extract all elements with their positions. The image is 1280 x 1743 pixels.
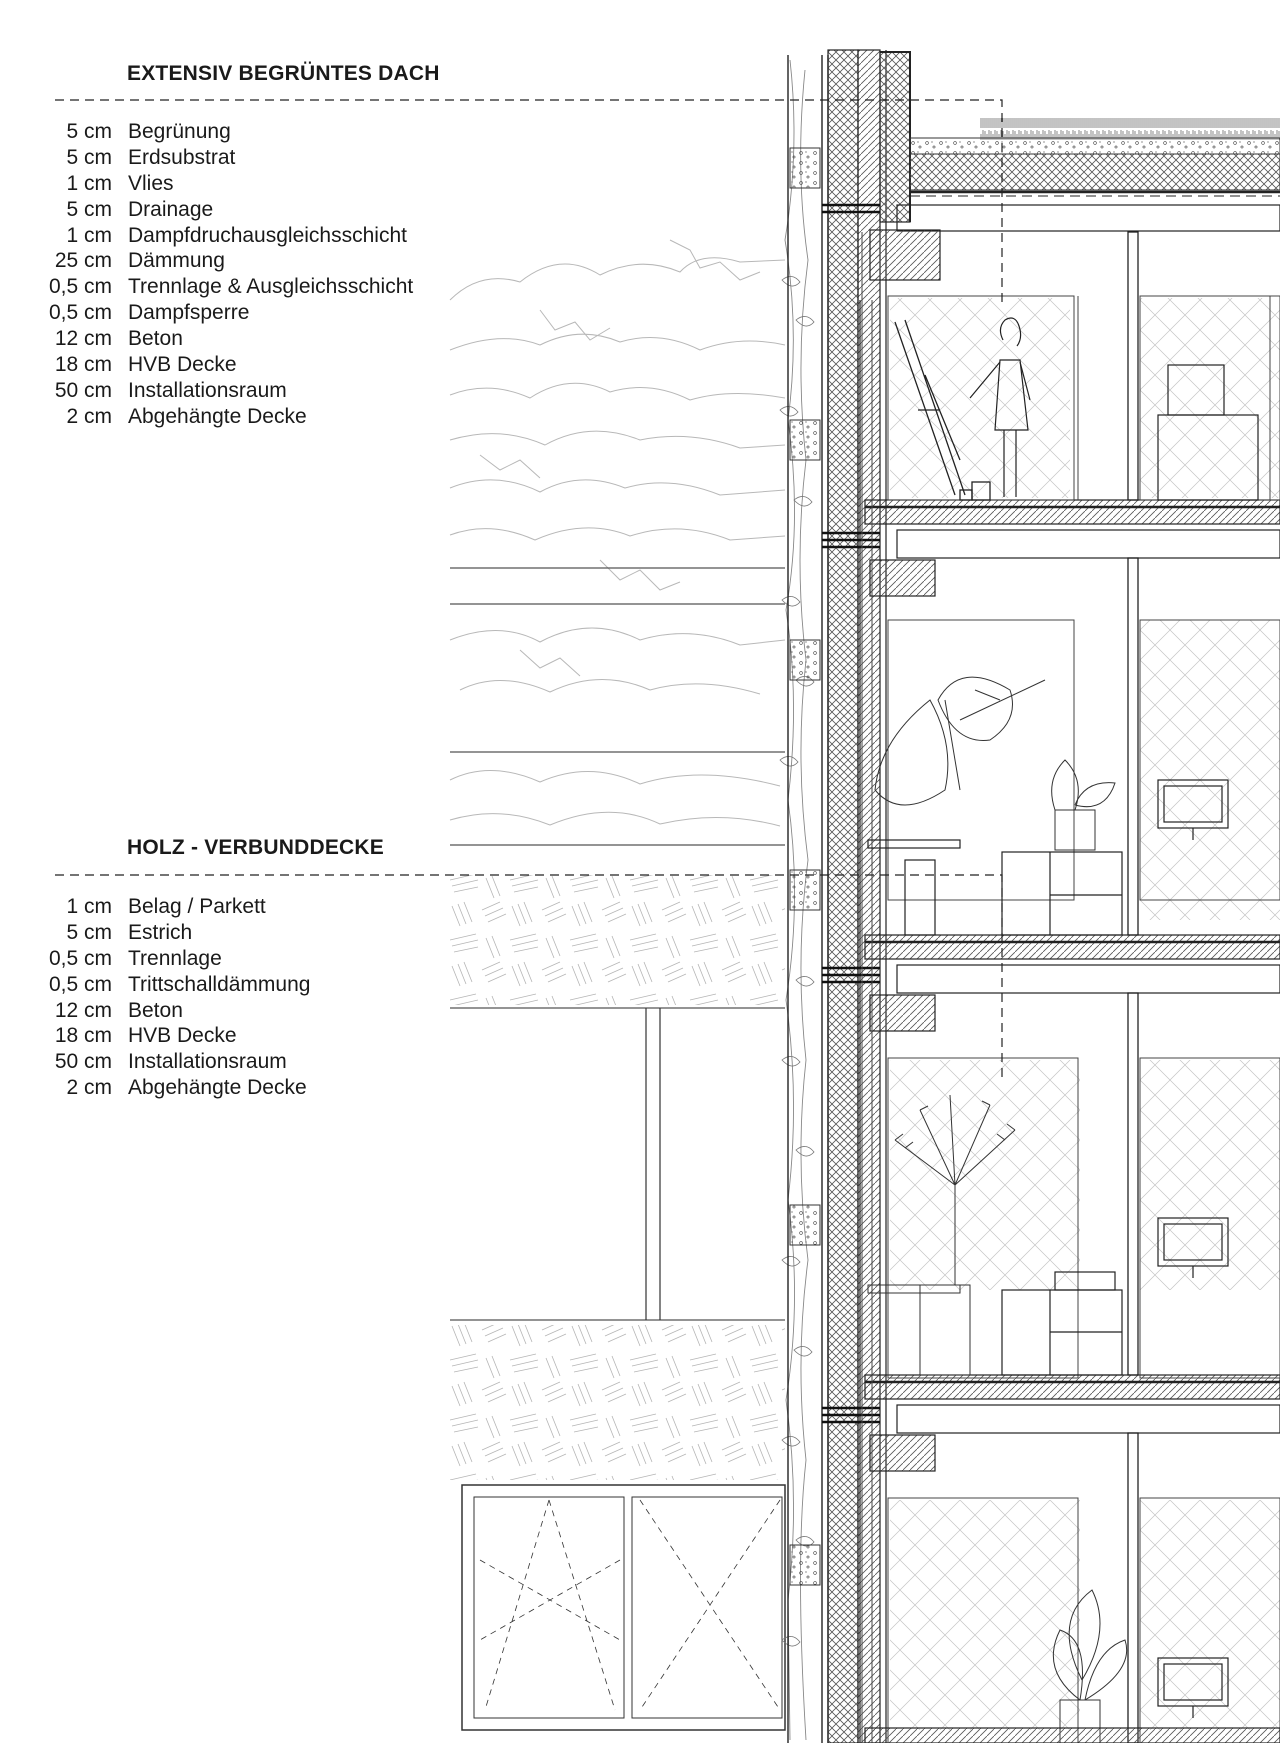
list-item: 12 cm Beton [54,998,183,1022]
facade-wall [828,50,858,1743]
list-item: 0,5 cm Trennlage & Ausgleichsschicht [48,275,414,299]
list-item: 2 cm Abgehängte Decke [66,404,307,428]
floor-slab-3 [822,1375,1280,1471]
list-item: 12 cm Beton [54,327,183,351]
list-item: 18 cm HVB Decke [54,1024,237,1048]
list-item: 25 cm Dämmung [54,249,225,273]
interior-columns [1128,232,1138,1743]
list-item: 50 cm Installationsraum [54,1050,287,1074]
list-item: 0,5 cm Dampfsperre [48,301,250,325]
list-item: 5 cm Drainage [66,197,214,221]
neighbor-window [462,1485,785,1730]
list-item: 2 cm Abgehängte Decke [66,1076,307,1100]
list-item: 18 cm HVB Decke [54,353,237,377]
sideboard [868,840,1122,935]
roof-section-title: EXTENSIV BEGRÜNTES DACH [127,62,440,85]
roof-buildup [870,52,1280,280]
neighbor-column [646,1008,660,1320]
large-plant [875,677,1115,850]
list-item: 5 cm Estrich [66,920,193,944]
floor-slab-1 [822,500,1280,596]
floor-slab-4-top [865,1728,1280,1743]
floor-slab-2 [822,935,1280,1031]
planter-boxes [790,148,820,1585]
floor-section-title: HOLZ - VERBUNDDECKE [127,836,384,859]
insulation-layer [858,50,880,1743]
list-item: 50 cm Installationsraum [54,378,287,402]
roof-layer-list [40,119,460,430]
list-item: 5 cm Begrünung [66,120,231,143]
list-item: 0,5 cm Trittschalldämmung [48,972,311,996]
list-item: 1 cm Belag / Parkett [66,895,266,918]
tree-canopy-sketch [450,240,785,826]
floor-layer-list [40,894,460,1101]
plant-leaves-facade [780,276,814,1646]
list-item: 1 cm Vlies [66,171,174,195]
list-item: 1 cm Dampfdruchausgleichsschicht [66,223,407,247]
list-item: 5 cm Erdsubstrat [66,145,236,169]
list-item: 0,5 cm Trennlage [48,946,222,970]
neighbor-slab-1 [450,875,785,1005]
neighbor-slab-2 [450,1325,785,1480]
